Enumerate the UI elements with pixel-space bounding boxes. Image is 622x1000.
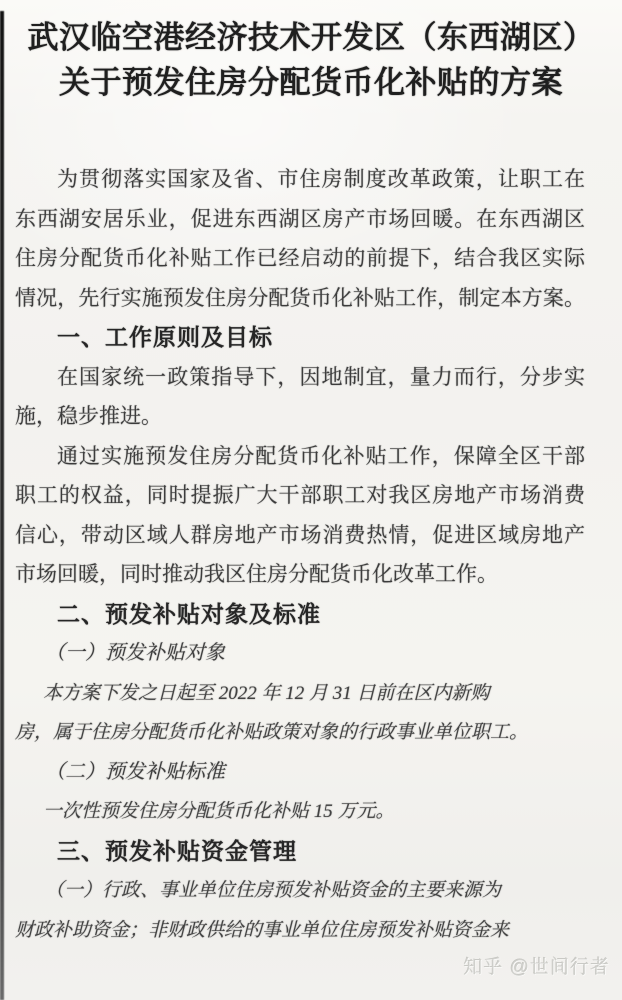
paragraph-line: 信心，带动区域人群房地产市场消费热情，促进区域房地产 <box>15 522 585 547</box>
paragraph-line: 住房分配货币化补贴工作已经启动的前提下，结合我区实际 <box>15 246 585 270</box>
paragraph-line: 施，稳步推进。 <box>15 404 162 428</box>
section-heading: 一、工作原则及目标 <box>57 324 273 350</box>
paragraph-line: （一）行政、事业单位住房预发补贴资金的主要来源为 <box>45 880 502 901</box>
document-body <box>15 160 585 950</box>
paragraph-line: 房，属于住房分配货币化补贴政策对象的行政事业单位职工。 <box>15 722 529 743</box>
watermark: 知乎 @世间行者 <box>463 957 610 978</box>
document-title <box>0 15 622 105</box>
paragraph-line: 市场回暖，同时推动我区住房分配货币化改革工作。 <box>15 562 498 586</box>
paragraph-line: 职工的权益，同时提振广大干部职工对我区房地产市场消费 <box>15 483 585 507</box>
paragraph-line: 为贯彻落实国家及省、市住房制度改革政策，让职工在 <box>57 167 585 191</box>
paragraph-line: 情况，先行实施预发住房分配货币化补贴工作，制定本方案。 <box>15 285 585 310</box>
subsection-heading: （一）预发补贴对象 <box>45 642 225 664</box>
section-heading: 三、预发补贴资金管理 <box>57 837 297 864</box>
subsection-heading: （二）预发补贴标准 <box>45 760 225 783</box>
paragraph-line: 本方案下发之日起至 2022 年 12 月 31 日前在区内新购 <box>43 682 490 704</box>
paragraph-line: 一次性预发住房分配货币化补贴 15 万元。 <box>43 801 395 822</box>
section-heading: 二、预发补贴对象及标准 <box>57 600 321 627</box>
paragraph-line: 财政补助资金；非财政供给的事业单位住房预发补贴资金来 <box>15 919 510 941</box>
paragraph-line: 通过实施预发住房分配货币化补贴工作，保障全区干部 <box>57 443 585 468</box>
paragraph-line: 东西湖安居乐业，促进东西湖区房产市场回暖。在东西湖区 <box>15 206 585 231</box>
paragraph-line: 在国家统一政策指导下，因地制宜，量力而行，分步实 <box>57 364 585 389</box>
document-title-line-2: 关于预发住房分配货币化补贴的方案 <box>59 65 563 100</box>
scan-edge-shadow <box>0 11 4 1000</box>
document-title-line-1: 武汉临空港经济技术开发区（东西湖区） <box>27 20 595 55</box>
